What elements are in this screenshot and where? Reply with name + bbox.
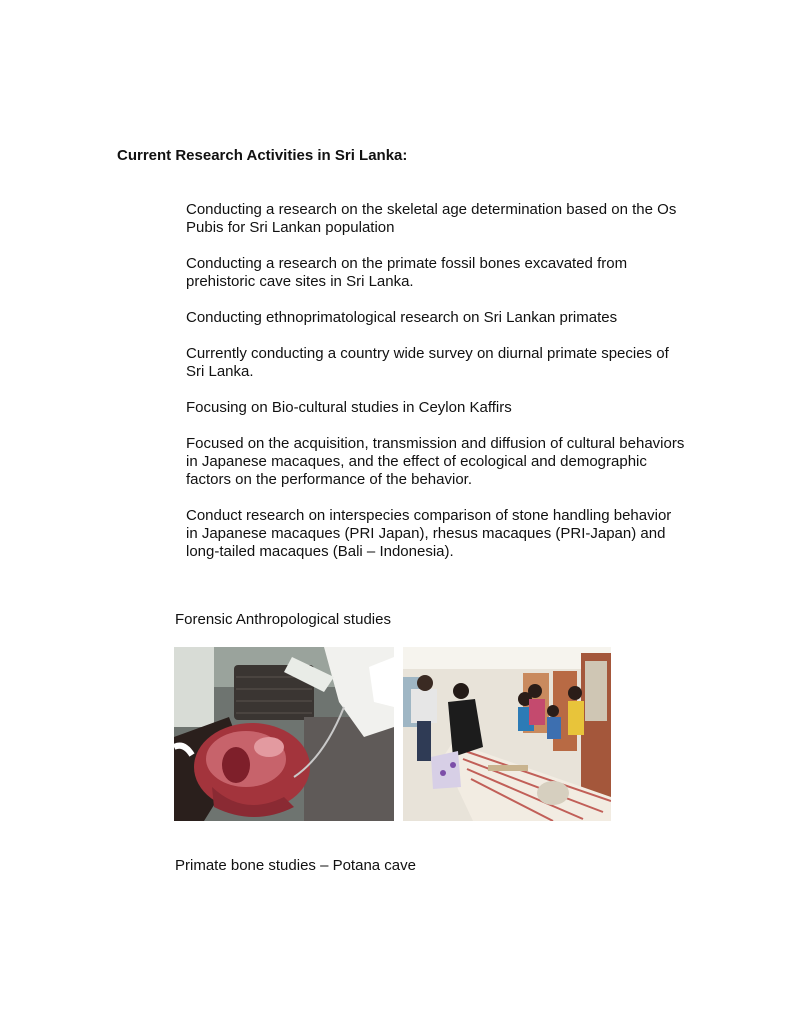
forensic-examination-photo: [174, 647, 394, 821]
section-heading: Current Research Activities in Sri Lanka:: [117, 147, 408, 164]
activity-item: Focused on the acquisition, transmission and diffusion of cultural behaviors in Japanese macaques, and the effect of ecological and demographic factors on the performance of the behavior.: [186, 435, 685, 488]
activity-item: Conduct research on interspecies comparison of stone handling behavior in Japanese macaques (PRI Japan), rhesus macaques (PRI-Japan) and long-tailed macaques (Bali – Indonesia).: [186, 507, 672, 560]
primate-bone-caption: Primate bone studies – Potana cave: [175, 857, 416, 874]
activity-item: Currently conducting a country wide survey on diurnal primate species of Sri Lanka.: [186, 345, 669, 380]
research-activities-list: [186, 201, 686, 579]
activity-item: Focusing on Bio-cultural studies in Ceylon Kaffirs: [186, 399, 512, 416]
activity-item: Conducting ethnoprimatological research on Sri Lankan primates: [186, 309, 618, 326]
activity-item: Conducting a research on the skeletal age determination based on the Os Pubis for Sri Lankan population: [186, 201, 677, 236]
forensic-caption: Forensic Anthropological studies: [175, 611, 391, 628]
lab-students-photo: [403, 647, 611, 821]
activity-item: Conducting a research on the primate fossil bones excavated from prehistoric cave sites in Sri Lanka.: [186, 255, 628, 290]
